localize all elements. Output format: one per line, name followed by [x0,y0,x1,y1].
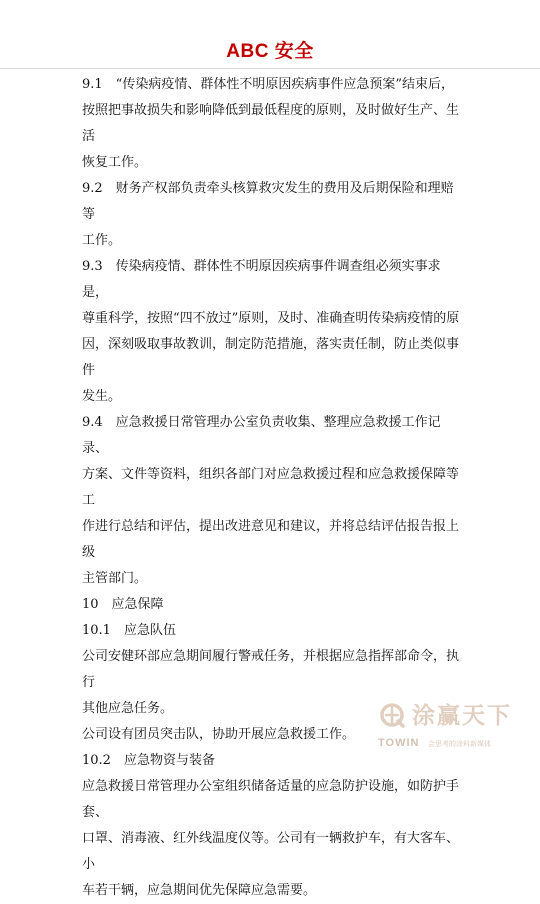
towin-watermark [376,697,526,755]
paragraph-line: 发生。 [82,389,122,404]
paragraph-line: 公司设有团员突击队，协助开展应急救援工作。 [82,727,356,742]
paragraph-line: 尊重科学，按照“四不放过”原则，及时、准确查明传染病疫情的原 [82,311,460,326]
document-header-title: ABC 安全 [226,41,314,62]
paragraph-line: 按照把事故损失和影响降低到最低程度的原则，及时做好生产、生活 [82,103,460,144]
paragraph-line: 车若干辆，应急期间优先保障应急需要。 [82,883,317,898]
heading-line: 10.1 应急队伍 [82,623,176,638]
section-heading-10-1 [82,618,462,644]
paragraph-9-3 [82,254,462,410]
watermark-tagline: 会思考的涂料新媒体 [428,740,491,748]
paragraph-line: 9.3 传染病疫情、群体性不明原因疾病事件调查组必须实事求是， [82,259,441,300]
paragraph-line: 作进行总结和评估，提出改进意见和建议，并将总结评估报告报上级 [82,519,460,560]
paragraph-line: 方案、文件等资料，组织各部门对应急救援过程和应急救援保障等工 [82,467,460,508]
paragraph-line: 因，深刻吸取事故教训，制定防范措施，落实责任制，防止类似事件 [82,337,460,378]
paragraph-line: 恢复工作。 [82,155,148,170]
section-heading-10 [82,592,462,618]
heading-line: 10.2 应急物资与装备 [82,753,215,768]
paragraph-line: 9.2 财务产权部负责牵头核算救灾发生的费用及后期保险和理赔等 [82,181,454,222]
paragraph-9-2 [82,176,462,254]
paragraph-line: 其他应急任务。 [82,701,174,716]
watermark-english-text: TOWIN [378,737,420,749]
heading-line: 10 应急保障 [82,597,164,612]
watermark-chinese-text: 涂赢天下 [412,703,512,729]
paragraph-line: 9.1 “传染病疫情、群体性不明原因疾病事件应急预案”结束后， [82,77,454,92]
paragraph-line: 应急救援日常管理办公室组织储备适量的应急防护设施，如防护手套、 [82,779,460,820]
document-body [82,72,462,904]
towin-logo-icon [378,701,406,729]
paragraph-line: 口罩、消毒液、红外线温度仪等。公司有一辆救护车，有大客车、小 [82,831,460,872]
paragraph-line: 9.4 应急救援日常管理办公室负责收集、整理应急救援工作记录、 [82,415,441,456]
paragraph-emergency-supplies [82,774,462,904]
paragraph-9-1 [82,72,462,176]
paragraph-9-4 [82,410,462,592]
paragraph-line: 公司安健环部应急期间履行警戒任务，并根据应急指挥部命令，执行 [82,649,460,690]
paragraph-line: 主管部门。 [82,571,148,586]
paragraph-line: 工作。 [82,233,122,248]
page-header [0,12,540,69]
